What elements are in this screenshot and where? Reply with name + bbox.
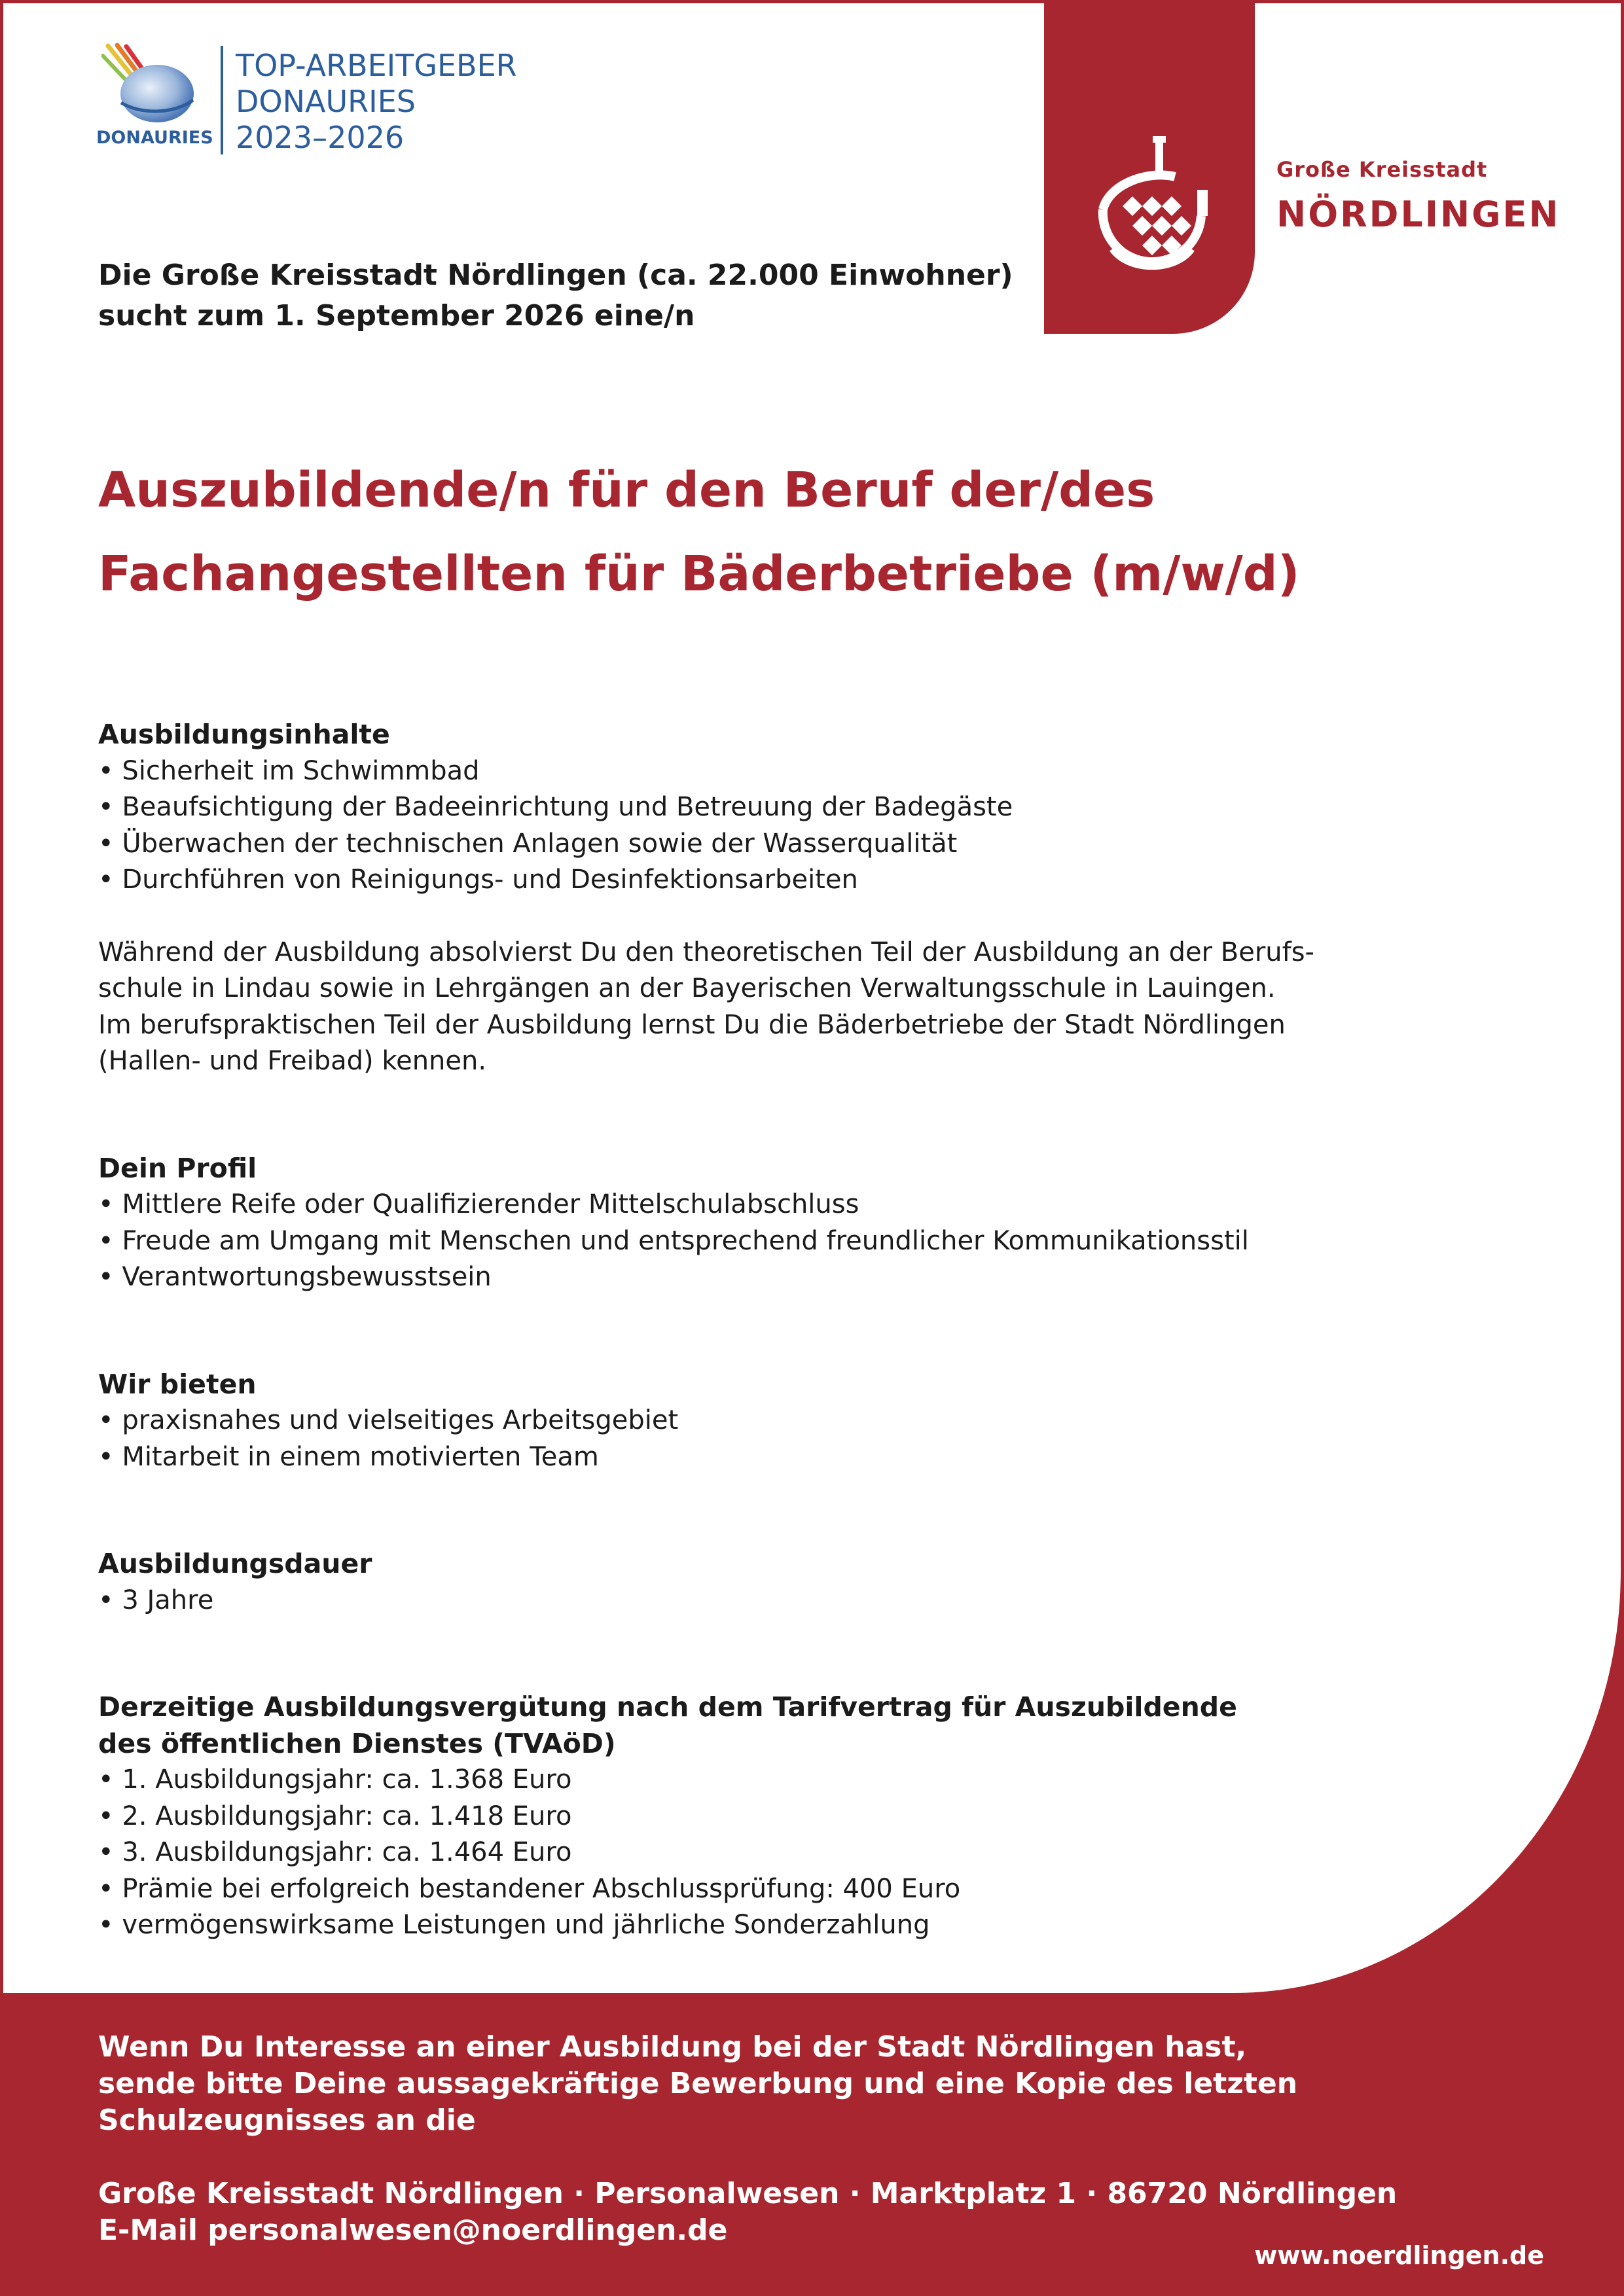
- list-item: • Mitarbeit in einem motivierten Team: [98, 1439, 1342, 1476]
- section-heading: Ausbildungsdauer: [98, 1548, 372, 1579]
- list-item: • Überwachen der technischen Anlagen sowie der Wasserqualität: [98, 826, 1342, 863]
- bullet-list: [98, 753, 1342, 899]
- paragraph-line: Im berufspraktischen Teil der Ausbildung lernst Du die Bäderbetriebe der Stadt Nördlingen: [98, 1009, 1286, 1040]
- job-title-line-1: Auszubildende/n für den Beruf der/des: [98, 462, 1155, 518]
- footer-line-1: Wenn Du Interesse an einer Ausbildung bei der Stadt Nördlingen hast,: [98, 2030, 1247, 2064]
- donauries-award-logo: [95, 43, 540, 157]
- section-heading: Derzeitige Ausbildungsvergütung nach dem Tarifvertrag für Auszubildende: [98, 1691, 1237, 1723]
- training-paragraph: [98, 935, 1342, 1080]
- section-heading: Ausbildungsinhalte: [98, 719, 390, 750]
- list-item: • Freude am Umgang mit Menschen und entsprechend freundlicher Kommunikationsstil: [98, 1223, 1342, 1260]
- intro-text: [98, 255, 1013, 336]
- city-coat-of-arms-icon: [1077, 131, 1227, 288]
- paragraph-line: Während der Ausbildung absolvierst Du den theoretischen Teil der Ausbildung an der Berufs-: [98, 937, 1314, 967]
- list-item: • 3 Jahre: [98, 1583, 1342, 1619]
- list-item: • Beaufsichtigung der Badeeinrichtung und Betreuung der Badegäste: [98, 789, 1342, 826]
- donauries-emblem-icon: [101, 43, 200, 124]
- section-heading: Dein Profil: [98, 1152, 257, 1184]
- list-item: • 1. Ausbildungsjahr: ca. 1.368 Euro: [98, 1762, 1342, 1799]
- logo-divider: [221, 46, 223, 154]
- bullet-list: [98, 1403, 1342, 1475]
- city-name-big: NÖRDLINGEN: [1276, 194, 1561, 235]
- list-item: • 2. Ausbildungsjahr: ca. 1.418 Euro: [98, 1799, 1342, 1835]
- footer-line-3: Schulzeugnisses an die: [98, 2104, 476, 2137]
- job-title-line-2: Fachangestellten für Bäderbetriebe (m/w/d): [98, 546, 1300, 602]
- bullet-list: [98, 1583, 1342, 1619]
- list-item: • Mittlere Reife oder Qualifizierender Mittelschulabschluss: [98, 1187, 1342, 1223]
- list-item: • Prämie bei erfolgreich bestandener Abschlussprüfung: 400 Euro: [98, 1871, 1342, 1908]
- job-title: [98, 448, 1300, 616]
- section-heading: Wir bieten: [98, 1368, 257, 1400]
- section-profil: [98, 1151, 1342, 1296]
- intro-line-2: sucht zum 1. September 2026 eine/n: [98, 299, 695, 332]
- list-item: • Sicherheit im Schwimmbad: [98, 753, 1342, 790]
- award-text: [236, 48, 517, 156]
- list-item: • praxisnahes und vielseitiges Arbeitsgebiet: [98, 1403, 1342, 1439]
- section-heading-cont: des öffentlichen Dienstes (TVAöD): [98, 1727, 616, 1759]
- list-item: • 3. Ausbildungsjahr: ca. 1.464 Euro: [98, 1835, 1342, 1871]
- main-content: [98, 717, 1342, 1944]
- list-item: • Durchführen von Reinigungs- und Desinfektionsarbeiten: [98, 862, 1342, 899]
- list-item: • vermögenswirksame Leistungen und jährliche Sonderzahlung: [98, 1907, 1342, 1944]
- bullet-list: [98, 1187, 1342, 1296]
- footer-line-2: sende bitte Deine aussagekräftige Bewerbung und eine Kopie des letzten: [98, 2067, 1298, 2100]
- footer-email[interactable]: E-Mail personalwesen@noerdlingen.de: [98, 2214, 728, 2247]
- city-name-small: Große Kreisstadt: [1276, 157, 1488, 182]
- list-item: • Verantwortungsbewusstsein: [98, 1259, 1342, 1296]
- website-link[interactable]: www.noerdlingen.de: [1254, 2241, 1544, 2270]
- intro-line-1: Die Große Kreisstadt Nördlingen (ca. 22.000 Einwohner): [98, 259, 1013, 292]
- section-inhalte: [98, 717, 1342, 1080]
- footer-address: Große Kreisstadt Nördlingen · Personalwesen · Marktplatz 1 · 86720 Nördlingen: [98, 2177, 1398, 2210]
- paragraph-line: (Hallen- und Freibad) kennen.: [98, 1046, 487, 1076]
- section-dauer: [98, 1546, 1342, 1619]
- section-bieten: [98, 1367, 1342, 1476]
- paragraph-line: schule in Lindau sowie in Lehrgängen an der Bayerischen Verwaltungsschule in Lauingen.: [98, 973, 1276, 1003]
- donauries-badge-label: DONAURIES: [96, 128, 213, 148]
- award-line-3: 2023–2026: [236, 120, 405, 155]
- city-name-block: [1276, 157, 1561, 235]
- award-line-2: DONAURIES: [236, 84, 416, 119]
- footer-application-info: [98, 2029, 1397, 2249]
- bullet-list: [98, 1762, 1342, 1944]
- section-verguetung: [98, 1689, 1342, 1944]
- award-line-1: TOP-ARBEITGEBER: [236, 48, 517, 83]
